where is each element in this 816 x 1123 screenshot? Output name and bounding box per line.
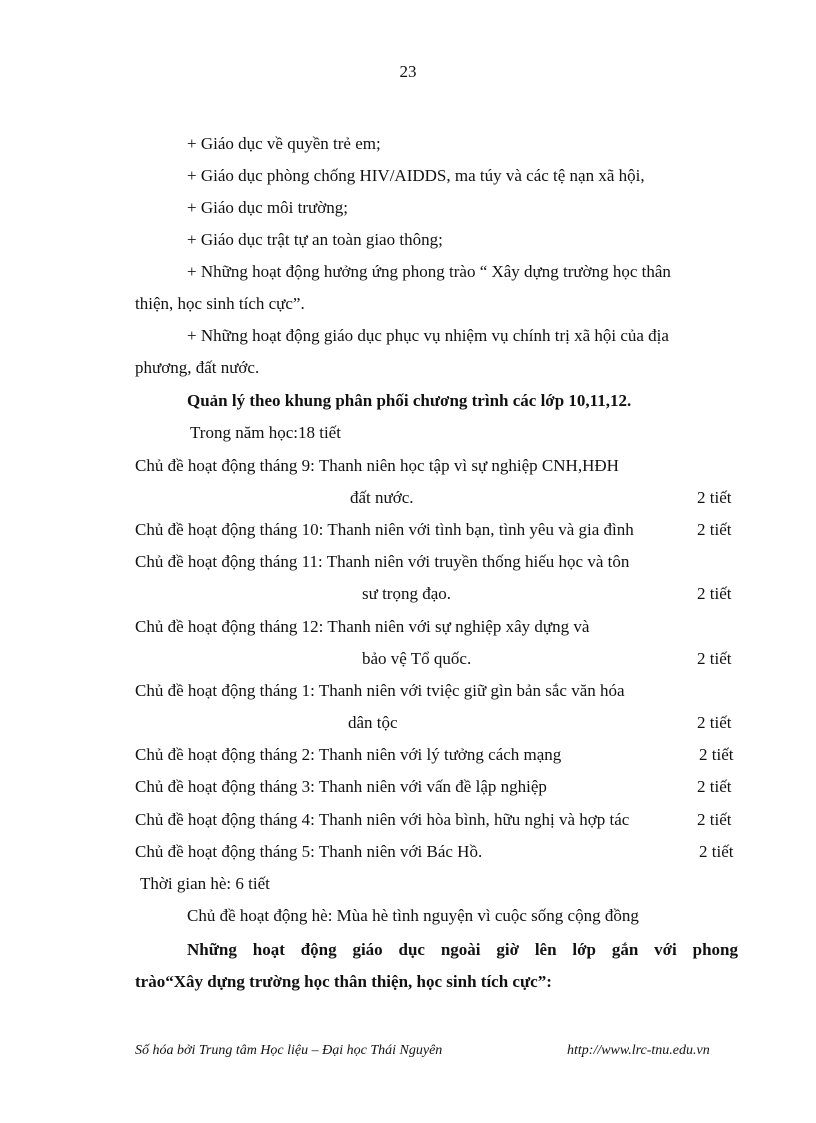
bullet-child-rights: + Giáo dục về quyền trẻ em; bbox=[187, 134, 381, 153]
topic-month-12-cont: bảo vệ Tổ quốc. bbox=[362, 649, 472, 668]
topic-month-1: Chủ đề hoạt động tháng 1: Thanh niên với tviệc giữ gìn bản sắc văn hóa bbox=[135, 681, 625, 700]
bullet-friendly-school: + Những hoạt động hưởng ứng phong trào “ Xây dựng trường học thân bbox=[187, 262, 671, 281]
bullet-political-cont: phương, đất nước. bbox=[135, 358, 260, 377]
topic-month-2-duration: 2 tiết bbox=[699, 745, 734, 764]
bullet-hiv-drugs: + Giáo dục phòng chống HIV/AIDDS, ma túy và các tệ nạn xã hội, bbox=[187, 166, 645, 185]
page-number: 23 bbox=[399, 62, 417, 81]
topic-month-10-duration: 2 tiết bbox=[697, 520, 732, 539]
topic-month-12: Chủ đề hoạt động tháng 12: Thanh niên với sự nghiệp xây dựng và bbox=[135, 617, 590, 636]
topic-month-10: Chủ đề hoạt động tháng 10: Thanh niên với tình bạn, tình yêu và gia đình bbox=[135, 520, 634, 539]
heading-extracurricular: Những hoạt động giáo dục ngoài giờ lên lớp gắn với phong bbox=[187, 940, 738, 959]
bullet-friendly-school-cont: thiện, học sinh tích cực”. bbox=[135, 294, 305, 313]
heading-curriculum: Quản lý theo khung phân phối chương trình các lớp 10,11,12. bbox=[187, 391, 632, 410]
bullet-environment: + Giáo dục môi trường; bbox=[187, 198, 348, 217]
topic-month-1-duration: 2 tiết bbox=[697, 713, 732, 732]
bullet-traffic: + Giáo dục trật tự an toàn giao thông; bbox=[187, 230, 443, 249]
topic-month-12-duration: 2 tiết bbox=[697, 649, 732, 668]
school-year-periods: Trong năm học:18 tiết bbox=[190, 423, 341, 442]
bullet-political: + Những hoạt động giáo dục phục vụ nhiệm vụ chính trị xã hội của địa bbox=[187, 326, 669, 345]
topic-month-11-duration: 2 tiết bbox=[697, 584, 732, 603]
footer-digitized-by: Số hóa bởi Trung tâm Học liệu – Đại học Thái Nguyên bbox=[135, 1043, 443, 1058]
topic-month-3: Chủ đề hoạt động tháng 3: Thanh niên với vấn đề lập nghiệp bbox=[135, 777, 547, 796]
heading-extracurricular-cont: trào“Xây dựng trường học thân thiện, học sinh tích cực”: bbox=[135, 972, 552, 991]
topic-month-1-cont: dân tộc bbox=[348, 713, 398, 732]
topic-month-9: Chủ đề hoạt động tháng 9: Thanh niên học tập vì sự nghiệp CNH,HĐH bbox=[135, 456, 619, 475]
summer-topic: Chủ đề hoạt động hè: Mùa hè tình nguyện vì cuộc sống cộng đồng bbox=[187, 906, 639, 925]
footer-url[interactable]: http://www.lrc-tnu.edu.vn bbox=[567, 1043, 710, 1058]
topic-month-4: Chủ đề hoạt động tháng 4: Thanh niên với hòa bình, hữu nghị và hợp tác bbox=[135, 810, 630, 829]
topic-month-3-duration: 2 tiết bbox=[697, 777, 732, 796]
topic-month-11: Chủ đề hoạt động tháng 11: Thanh niên với truyền thống hiếu học và tôn bbox=[135, 552, 630, 571]
topic-month-5: Chủ đề hoạt động tháng 5: Thanh niên với Bác Hồ. bbox=[135, 842, 483, 861]
topic-month-11-cont: sư trọng đạo. bbox=[362, 584, 452, 603]
topic-month-2: Chủ đề hoạt động tháng 2: Thanh niên với lý tưởng cách mạng bbox=[135, 745, 562, 764]
summer-periods: Thời gian hè: 6 tiết bbox=[140, 874, 270, 893]
topic-month-9-duration: 2 tiết bbox=[697, 488, 732, 507]
topic-month-9-cont: đất nước. bbox=[350, 488, 414, 507]
topic-month-4-duration: 2 tiết bbox=[697, 810, 732, 829]
topic-month-5-duration: 2 tiết bbox=[699, 842, 734, 861]
